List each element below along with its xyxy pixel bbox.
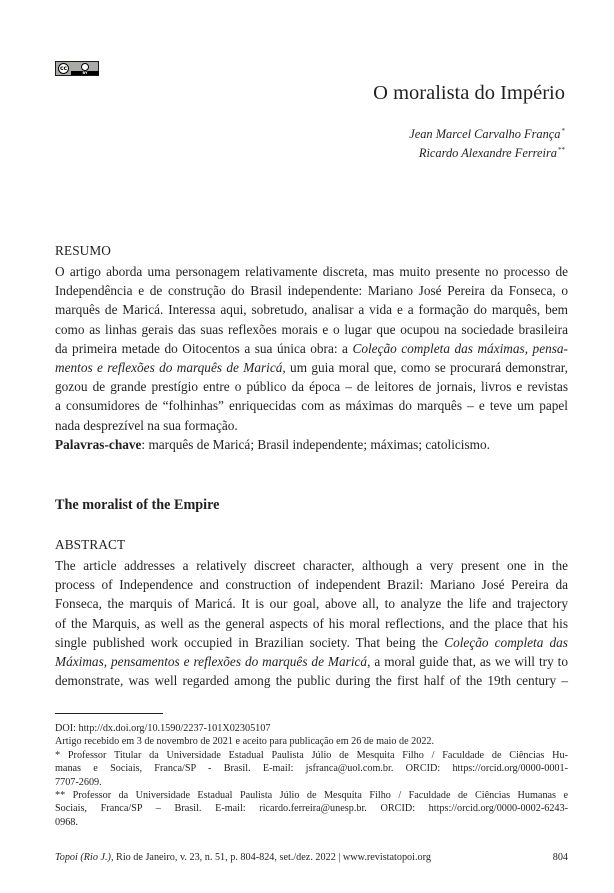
resumo-body [55,262,568,454]
footnote-2-line: 0968. [55,816,78,828]
abstract-body [55,556,568,690]
abstract-line: of the Marquis, as well as the general aspects of his moral reflections, and the place that his [55,615,568,631]
abstract-line: process of Independence and construction of independent Brazil: Mariano José Pereira da [55,577,568,593]
resumo-line: O artigo aborda uma personagem relativamente discreta, mas muito presente no processo de [55,264,568,279]
keywords-label: Palavras-chave [55,436,142,452]
resumo-line: nada desprezível na sua formação. [55,417,238,433]
resumo-line: da primeira metade do Oitocentos a sua única obra: a Coleção completa das máximas, pensa- [55,340,568,356]
work-title: Coleção completa das máximas, pensa- [352,340,568,356]
footnote-mark: ** [558,146,565,154]
work-title: Máximas, pensamentos e reflexões do marquês de Maricá [55,653,368,669]
author-2 [419,146,565,161]
footnote-mark: * [561,127,565,135]
author-name: Ricardo Alexandre Ferreira [418,146,557,160]
abstract-line: The article addresses a relatively discreet character, although a very present one in the [55,558,568,573]
abstract-line: single published work occupied in Brazilian society. That being the Coleção completa das [55,634,568,650]
abstract-line: Fonseca, the marquis of Maricá. It is our goal, above all, to analyze the life and trajectory [55,596,568,612]
abstract-heading: ABSTRACT [55,537,126,552]
keywords: Palavras-chave: marquês de Maricá; Brasil independente; máximas; catolicismo. [55,436,490,452]
resumo-line: como as linhas gerais das suas reflexões morais e o lugar que ocupou na sociedade brasileira [55,321,568,337]
footnote-2-line: ** Professor da Universidade Estadual Paulista Júlio de Mesquita Filho / Faculdade de Ciências Humanas e [55,789,568,801]
author-name: Jean Marcel Carvalho França [409,127,561,141]
cc-by-license-badge[interactable] [55,61,99,76]
abstract-line: demonstrate, was well regarded among the public during the first half of the 19th century – [55,673,568,689]
attribution-person-icon [81,63,89,71]
journal-name: Topoi (Rio J.) [55,852,111,863]
work-title: mentos e reflexões do marquês de Maricá [55,359,283,375]
resumo-line: Independência e de construção do Brasil independente: Mariano José Pereira da Fonseca, o [55,283,568,299]
resumo-heading: RESUMO [55,243,112,258]
page-number: 804 [552,852,568,863]
citation: , Rio de Janeiro, v. 23, n. 51, p. 804-824, set./dez. 2022 | www.revistatopoi.org [110,852,431,863]
footnotes [55,722,568,829]
resumo-line: mentos e reflexões do marquês de Maricá, um guia moral que, como se procurará demonstrar, [55,359,568,375]
doi-link[interactable]: DOI: http://dx.doi.org/10.1590/2237-101X02305107 [55,723,271,734]
footnote-1-line: manas e Sociais, Franca/SP - Brasil. E-mail: jsfranca@uol.com.br. ORCID: https://orcid.org/0000-0001- [55,763,568,775]
footnote-divider [55,713,163,714]
cc-icon: cc [59,65,68,72]
page-footer [55,852,568,863]
work-title: Coleção completa das [444,634,568,650]
author-1 [409,127,565,142]
resumo-line: gozou de grande prestígio entre o público da época – de leitores de jornais, livros e revistas [55,379,568,395]
article-title: O moralista do Império [373,82,565,104]
resumo-line: a consumidores de “folhinhas” enriquecidas com as máximas do marquês – e teve um papel [55,398,568,414]
footnote-1-line: * Professor Titular da Universidade Estadual Paulista Júlio de Mesquita Filho / Faculdade de Ciências Hu- [55,749,568,761]
footnote-2-line: Sociais, Franca/SP – Brasil. E-mail: ricardo.ferreira@unesp.br. ORCID: https://orcid.org/0000-0002-6243- [55,803,568,815]
resumo-line: marquês de Maricá. Interessa aqui, sobretudo, analisar a vida e a formação do marquês, bem [55,302,568,318]
abstract-line: Máximas, pensamentos e reflexões do marquês de Maricá, a moral guide that, as we will try to [55,653,569,669]
by-label: BY [82,71,88,75]
english-title: The moralist of the Empire [55,497,220,513]
footnote-1-line: 7707-2609. [55,776,102,788]
received-note: Artigo recebido em 3 de novembro de 2021 e aceito para publicação em 26 de maio de 2022. [55,736,435,748]
